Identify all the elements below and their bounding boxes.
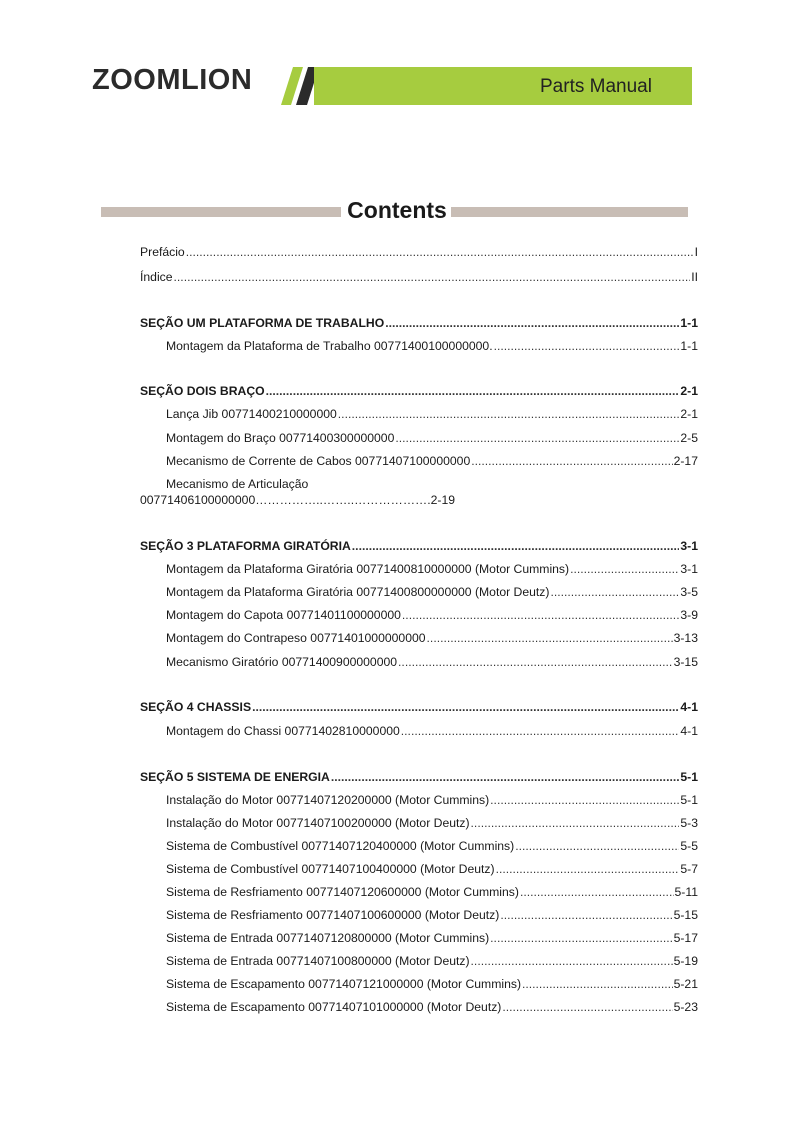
toc-label: 00771406100000000……………..……..………………. xyxy=(140,493,431,507)
toc-label: SEÇÃO 5 SISTEMA DE ENERGIA xyxy=(140,770,330,784)
toc-page: 2-1 xyxy=(680,407,698,421)
toc-entry[interactable] xyxy=(166,885,698,899)
toc-page: 5-15 xyxy=(673,908,698,922)
toc-entry-indice[interactable] xyxy=(140,270,698,284)
toc-section-2[interactable] xyxy=(140,384,698,398)
toc-label: Montagem da Plataforma Giratória 00771400800000000 (Motor Deutz) xyxy=(166,585,550,599)
toc-leader xyxy=(174,270,691,284)
toc-leader xyxy=(570,562,679,576)
toc-label: Montagem do Capota 00771401100000000 xyxy=(166,608,401,622)
toc-label: Índice xyxy=(140,270,173,284)
toc-entry[interactable] xyxy=(166,655,698,669)
toc-label: Prefácio xyxy=(140,245,185,259)
toc-leader xyxy=(471,454,672,468)
toc-page: 5-19 xyxy=(673,954,698,968)
toc-page: 2-19 xyxy=(430,493,456,507)
toc-page: 5-23 xyxy=(673,1000,698,1014)
toc-label: Lança Jib 00771400210000000 xyxy=(166,407,337,421)
toc-entry[interactable] xyxy=(166,454,698,468)
toc-leader xyxy=(402,608,679,622)
toc-page: II xyxy=(691,270,698,284)
toc-section-4[interactable] xyxy=(140,700,698,714)
toc-page: 3-9 xyxy=(680,608,698,622)
toc-section-1[interactable] xyxy=(140,316,698,330)
toc-page: 3-1 xyxy=(680,539,698,553)
toc-page: 2-17 xyxy=(673,454,698,468)
toc-page: 3-5 xyxy=(680,585,698,599)
toc-label: Instalação do Motor 00771407100200000 (Motor Deutz) xyxy=(166,816,470,830)
toc-entry[interactable] xyxy=(166,816,698,830)
banner-title: Parts Manual xyxy=(540,76,652,97)
toc-label: SEÇÃO 3 PLATAFORMA GIRATÓRIA xyxy=(140,539,351,553)
toc-entry-prefacio[interactable] xyxy=(140,245,698,259)
toc-entry[interactable] xyxy=(166,608,698,622)
toc-leader xyxy=(550,585,679,599)
toc-label: Montagem da Plataforma de Trabalho 00771400100000000. xyxy=(166,339,493,353)
toc-label: Montagem do Braço 00771400300000000 xyxy=(166,431,395,445)
toc-leader xyxy=(266,384,680,398)
toc-entry[interactable] xyxy=(166,1000,698,1014)
toc-leader xyxy=(401,724,680,738)
toc-leader xyxy=(395,431,679,445)
toc-label: Sistema de Entrada 00771407100800000 (Motor Deutz) xyxy=(166,954,470,968)
toc-entry[interactable] xyxy=(166,931,698,945)
toc-leader xyxy=(522,977,673,991)
toc-page: 5-1 xyxy=(680,793,698,807)
toc-label: Sistema de Combustível 00771407100400000 (Motor Deutz) xyxy=(166,862,495,876)
toc-leader xyxy=(520,885,674,899)
toc-page: 2-5 xyxy=(680,431,698,445)
toc-page: 5-7 xyxy=(680,862,698,876)
toc-label: Montagem do Contrapeso 00771401000000000 xyxy=(166,631,426,645)
toc-leader xyxy=(427,631,673,645)
toc-label: SEÇÃO 4 CHASSIS xyxy=(140,700,252,714)
toc-page: 5-11 xyxy=(674,885,698,899)
toc-entry[interactable] xyxy=(166,839,698,853)
toc-entry-wrap-line1[interactable]: Mecanismo de Articulação xyxy=(166,477,309,491)
toc-page: 5-5 xyxy=(680,839,698,853)
toc-page: 1-1 xyxy=(680,316,698,330)
toc-entry-wrap-line2[interactable] xyxy=(140,493,455,507)
toc-leader xyxy=(252,700,679,714)
toc-page: 5-17 xyxy=(673,931,698,945)
toc-page: 3-1 xyxy=(680,562,698,576)
toc-label: SEÇÃO UM PLATAFORMA DE TRABALHO xyxy=(140,316,385,330)
toc-label: Mecanismo Giratório 00771400900000000 xyxy=(166,655,398,669)
toc-leader xyxy=(186,245,694,259)
toc-entry[interactable] xyxy=(166,431,698,445)
contents-title: Contents xyxy=(347,197,447,223)
toc-leader xyxy=(502,1000,672,1014)
toc-page: I xyxy=(694,245,698,259)
toc-leader xyxy=(500,908,672,922)
toc-label: Sistema de Combustível 00771407120400000 (Motor Cummins) xyxy=(166,839,515,853)
toc-leader xyxy=(490,793,679,807)
toc-label: Montagem da Plataforma Giratória 00771400810000000 (Motor Cummins) xyxy=(166,562,570,576)
toc-label: Montagem do Chassi 00771402810000000 xyxy=(166,724,400,738)
toc-label: Sistema de Resfriamento 00771407100600000 (Motor Deutz) xyxy=(166,908,500,922)
toc-entry[interactable] xyxy=(166,954,698,968)
toc-leader xyxy=(490,931,672,945)
toc-leader xyxy=(352,539,680,553)
toc-label: Mecanismo de Corrente de Cabos 00771407100000000 xyxy=(166,454,471,468)
page-header xyxy=(0,0,794,120)
toc-page: 3-13 xyxy=(673,631,698,645)
toc-entry[interactable] xyxy=(166,793,698,807)
toc-label: Sistema de Resfriamento 00771407120600000 (Motor Cummins) xyxy=(166,885,519,899)
toc-entry[interactable] xyxy=(166,339,698,353)
toc-label: Sistema de Escapamento 00771407101000000 (Motor Deutz) xyxy=(166,1000,502,1014)
toc-page: 2-1 xyxy=(680,384,698,398)
toc-label: SEÇÃO DOIS BRAÇO xyxy=(140,384,265,398)
toc-leader xyxy=(494,339,680,353)
toc-entry[interactable] xyxy=(166,562,698,576)
toc-page: 5-3 xyxy=(680,816,698,830)
toc-label: Instalação do Motor 00771407120200000 (Motor Cummins) xyxy=(166,793,490,807)
toc-leader xyxy=(385,316,679,330)
toc-entry[interactable] xyxy=(166,585,698,599)
toc-page: 4-1 xyxy=(680,724,698,738)
toc-leader xyxy=(331,770,680,784)
toc-leader xyxy=(471,954,673,968)
toc-entry[interactable] xyxy=(166,407,698,421)
toc-leader xyxy=(338,407,680,421)
toc-entry[interactable] xyxy=(166,862,698,876)
toc-section-3[interactable] xyxy=(140,539,698,553)
toc-page: 5-21 xyxy=(673,977,698,991)
toc-page: 3-15 xyxy=(673,655,698,669)
toc-entry[interactable] xyxy=(166,908,698,922)
toc-leader xyxy=(515,839,679,853)
toc-leader xyxy=(496,862,680,876)
toc-entry[interactable] xyxy=(166,631,698,645)
toc-label: Sistema de Entrada 00771407120800000 (Motor Cummins) xyxy=(166,931,490,945)
toc-entry[interactable] xyxy=(166,724,698,738)
toc-leader xyxy=(471,816,680,830)
toc-page: 1-1 xyxy=(680,339,698,353)
toc-label: Sistema de Escapamento 00771407121000000 (Motor Cummins) xyxy=(166,977,521,991)
toc-page: 5-1 xyxy=(680,770,698,784)
toc-entry[interactable] xyxy=(166,977,698,991)
zoomlion-logo: ZOOMLION xyxy=(92,64,253,96)
toc-page: 4-1 xyxy=(680,700,698,714)
toc-leader xyxy=(398,655,673,669)
toc-section-5[interactable] xyxy=(140,770,698,784)
